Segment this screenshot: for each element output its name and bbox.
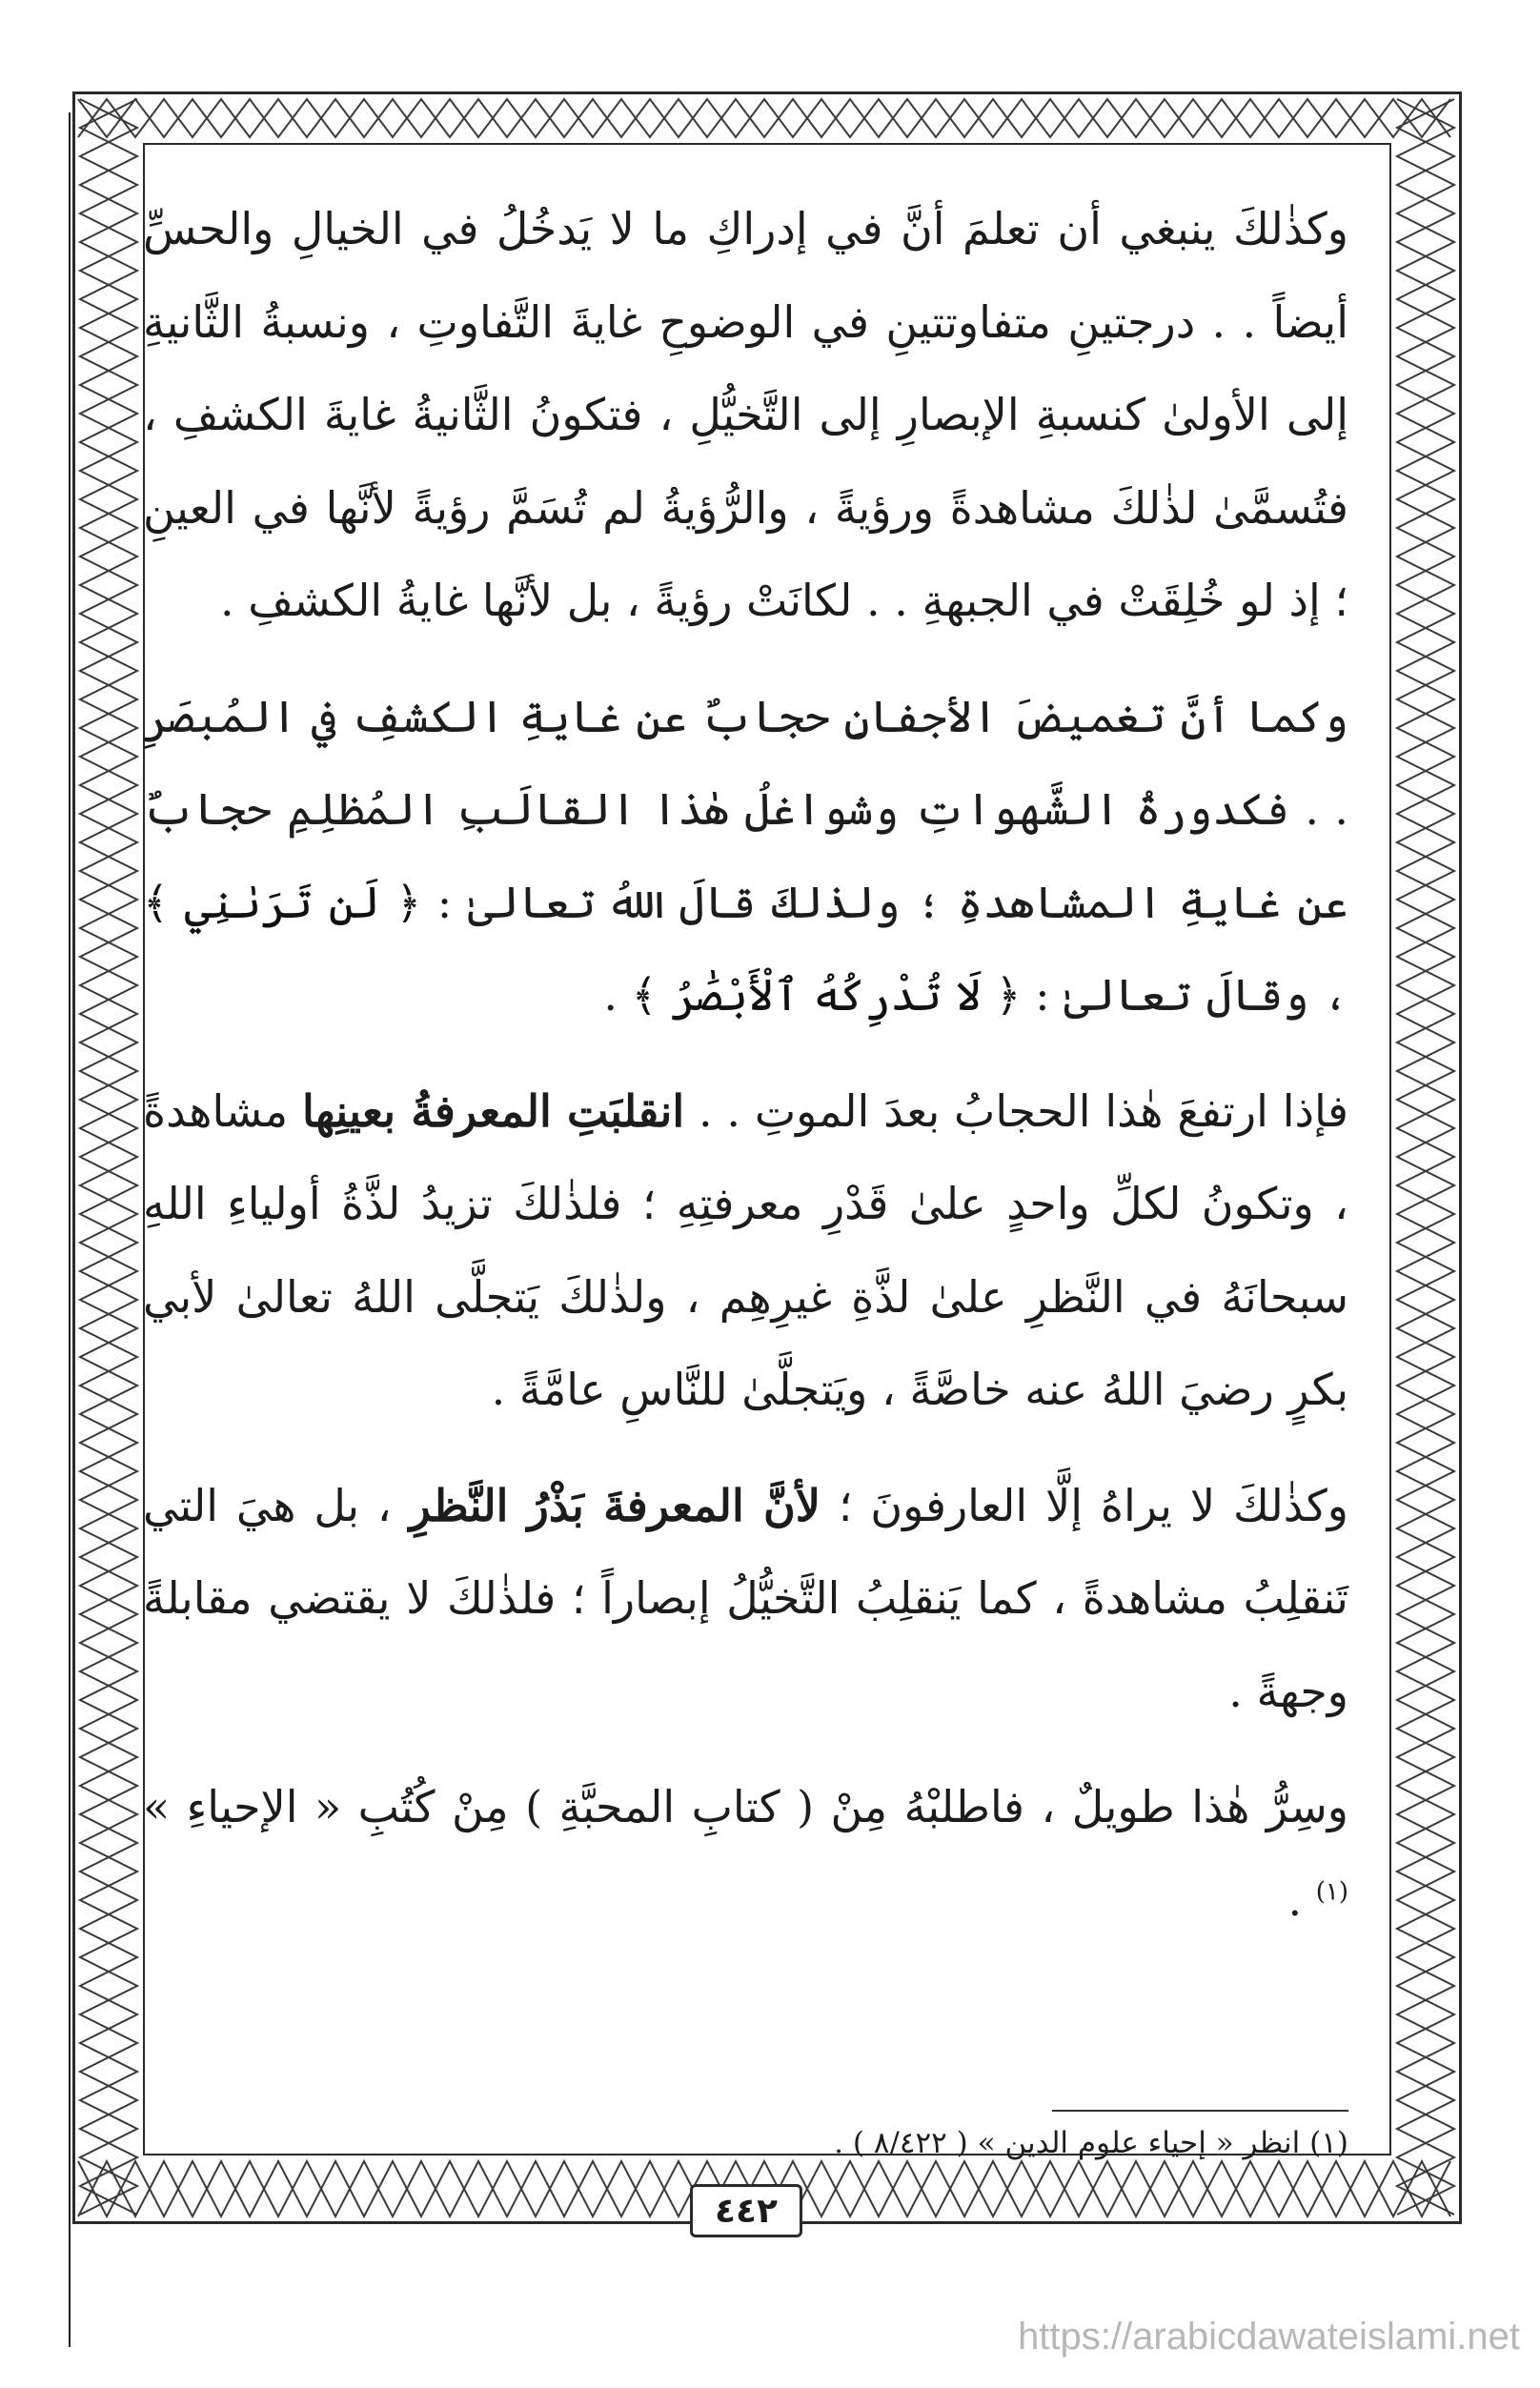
paragraph-4-bold: لأنَّ المعرفةَ بَذْرُ النَّظرِ — [409, 1479, 821, 1531]
paragraph-3-bold: انقلبَتِ المعرفةُ بعينِها — [302, 1084, 685, 1137]
paragraph-5 — [143, 1761, 1348, 1947]
paragraph-2-text: وكما أنَّ تغميضَ الأجفانِ حجابٌ عن غايةِ الكشفِ في المُبصَرِ . . فكدورةُ الشَّهواتِ وشواغلُ هٰذا القالَبِ المُظلِمِ حجابٌ عن غايةِ المشاهدةِ ؛ ولذٰلكَ قالَ اللهُ تعالىٰ : — [143, 690, 1348, 928]
quran-quote-2: ﴿ لَا تُدْرِكُهُ ٱلْأَبْصَٰرُ ﴾ — [631, 969, 1022, 1021]
main-text — [143, 183, 1348, 1947]
paragraph-2 — [143, 671, 1348, 1042]
footnote: (١) انظر « إحياء علوم الدين » ( ٨/٤٢٢ ) . — [834, 2126, 1348, 2160]
paragraph-5-end: . — [1287, 1873, 1303, 1926]
paragraph-3-end: مشاهدةً ، وتكونُ لكلِّ واحدٍ علىٰ قَدْرِ معرفتِهِ ؛ فلذٰلكَ تزيدُ لذَّةُ أولياءِ اللهِ سبحانَهُ في النَّظرِ علىٰ لذَّةِ غيرِهِم ، ولذٰلكَ يَتجلَّى اللهُ تعالىٰ لأبي بكرٍ رضيَ اللهُ عنه خاصَّةً ، ويَتجلَّىٰ للنَّاسِ عامَّةً . — [143, 1084, 1348, 1415]
paragraph-3 — [143, 1065, 1348, 1437]
paragraph-4 — [143, 1460, 1348, 1739]
quran-quote-1: ﴿ لَن تَرَىٰنِي ﴾ — [143, 876, 422, 928]
paragraph-4-end: ، بل هيَ التي تَنقلِبُ مشاهدةً ، كما يَنقلِبُ التَّخيُّلُ إبصاراً ؛ فلذٰلكَ لا يقتضي مقابلةً وجهةً . — [143, 1479, 1348, 1717]
paragraph-2-mid: ، وقالَ تعالىٰ : — [1035, 969, 1348, 1021]
footnote-separator — [1052, 2110, 1348, 2112]
footnote-marker: (١) — [1315, 1877, 1348, 1907]
paragraph-3-start: فإذا ارتفعَ هٰذا الحجابُ بعدَ الموتِ . . — [698, 1084, 1349, 1137]
page-number-text: ٤٤٢ — [715, 2191, 778, 2231]
paragraph-4-start: وكذٰلكَ لا يراهُ إلَّا العارفونَ ؛ — [838, 1479, 1349, 1531]
paragraph-1: وكذٰلكَ ينبغي أن تعلمَ أنَّ في إدراكِ ما لا يَدخُلُ في الخيالِ والحسِّ أيضاً . . درجتينِ متفاوتتينِ في الوضوحِ غايةَ التَّفاوتِ ، ونسبةُ الثَّانيةِ إلى الأولىٰ كنسبةِ الإبصارِ إلى التَّخيُّلِ ، فتكونُ الثَّانيةُ غايةَ الكشفِ ، فتُسمَّىٰ لذٰلكَ مشاهدةً ورؤيةً ، والرُّؤيةُ لم تُسَمَّ رؤيةً لأنَّها في العينِ ؛ إذ لو خُلِقَتْ في الجبهةِ . . لكانَتْ رؤيةً ، بل لأنَّها غايةُ الكشفِ . — [143, 203, 1348, 626]
paragraph-5-text: وسِرُّ هٰذا طويلٌ ، فاطلبْهُ مِنْ ( كتابِ المحبَّةِ ) مِنْ كُتُبِ « الإحياءِ » — [143, 1781, 1348, 1832]
page-number — [690, 2184, 802, 2237]
watermark-url: https://arabicdawateislami.net — [1018, 2316, 1520, 2358]
paragraph-2-end: . — [603, 969, 618, 1021]
